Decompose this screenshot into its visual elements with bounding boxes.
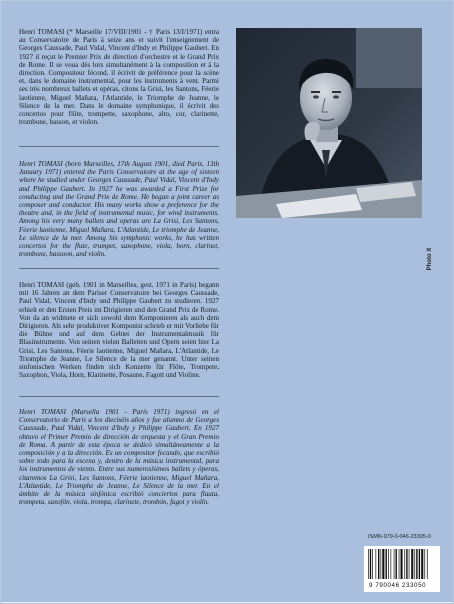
biography-german: Henri TOMASI (geb. 1901 in Marseilles, gest. 1971 in Paris) begann mit 16 Jahren an dem Pariser Conservatoire bei Georges Caussade, Paul Vidal, Vincent d'Indy und Philippe Gaubert zu studieren. 1927 erhielt er den Ersten Preis im Dirigieren und den Grand Prix de Rome. Von da an widmete er sich sowohl dem Komponieren als auch dem Dirigieren. Als sehr produktiver Komponist schrieb er mit Vorliebe für die Bühne und auf dem Gebiet der Instrumentalmusik für Blasinstrumente. Von seinen vielen Balletten und Opern seien hier La Grisi, Les Santons, Féerie laotienne, Miguel Mañara, L'Atlantide, Le Triomphe de Jeanne, Le Silence de la mer genannt. Unter seinen sinfonischen Werken finden sich Konzerte für Flöte, Trompete, Saxophon, Viola, Horn, Klarinette, Posaune, Fagott und Violine.	[19, 281, 219, 380]
barcode-bar	[376, 549, 377, 579]
barcode-bar	[414, 549, 415, 579]
biography-english: Henri TOMASI (born Marseilles, 17th August 1901, died Paris, 13th January 1971) entered the Paris Conservatoire at the age of sixteen where he studied under Georges Caussade, Paul Vidal, Vincent d'Indy and Philippe Gaubert. In 1927 he was awarded a First Prize for conducting and the Grand Prix de Rome. He began a joint career as composer and conductor. His many works show a preference for the theatre and, in the field of instrumental music, for wind instruments. Among his very many ballets and operas are La Grisi, Les Santons, Féerie laotienne, Miguel Mañara, L'Atlantide, Le triomphe de Jeanne, Le silence de la mer. Among his symphonic works, he has written concertos for the flute, trumpet, saxophone, viola, horn, clarinet, trombone, bassoon, and violin.	[19, 160, 219, 259]
barcode-bar	[372, 549, 373, 579]
barcode-bar	[419, 549, 420, 579]
barcode-bar	[396, 549, 397, 579]
photo-credit	[424, 232, 440, 292]
barcode-bar	[370, 549, 371, 579]
barcode-bar	[406, 549, 407, 579]
barcode-bar	[416, 549, 417, 579]
barcode-digits: 9 790046 233050	[369, 582, 427, 589]
barcode-bar	[427, 549, 428, 579]
biography-french: Henri TOMASI (* Marseille 17/VIII/1901 - † Paris 13/I/1971) entra au Conservatoire de Paris à seize ans et suivit l'enseignement de Georges Caussade, Paul Vidal, Vincent d'Indy et Philippe Gaubert. En 1927 il reçut le Premier Prix de direction d'orchestre et le Grand Prix de Rome. Il se voua dès lors simultanément à la composition et à la direction. Compositeur fécond, il écrivit de préférence pour la scène et, dans le domaine instrumental, pour les instruments à vent. Parmi ses très nombreux ballets et opéras, citons la Grisi, les Santons, Féerie laotienne, Miguel Mañara, l'Atlantide, le Triomphe de Jeanne, le Silence de la mer. Dans le domaine symphonique, il écrivit des concertos pour flûte, trompette, saxophone, alto, cor, clarinette, trombone, basson, et violon.	[19, 28, 219, 127]
ismn-number: ISMN-979-0-046-23305-0	[368, 534, 431, 540]
barcode-bar	[401, 549, 403, 579]
separator-line	[19, 396, 219, 397]
barcode-bar	[404, 549, 405, 579]
barcode-bar	[382, 549, 384, 579]
barcode-bar	[388, 549, 389, 579]
photo-credit-text: Photo X	[427, 247, 433, 271]
barcode-bar	[394, 549, 395, 579]
separator-line	[19, 146, 219, 147]
barcode-bar	[424, 549, 425, 579]
barcode-bar	[386, 549, 387, 579]
barcode-bar	[391, 549, 392, 579]
separator-line	[19, 268, 219, 269]
barcode-bars	[364, 546, 440, 582]
barcode-bar	[411, 549, 413, 579]
barcode-bar	[381, 549, 382, 579]
barcode-bar	[409, 549, 410, 579]
portrait-illustration	[236, 28, 422, 218]
biography-spanish: Henri TOMASI (Marsella 1901 - París 1971) ingresó en el Conservatorio de París a los dieciséis años y fue alumno de Georges Caussade, Paul Vidal, Vincent d'Indy y Philippe Gaubert. En 1927 obtuvo el Primer Premio de dirección de orquesta y el Gran Premio de Roma. A partir de esta época se dedicó simultáneamente a la composición y a la dirección. Es un compositor fecundo, que escribió sobre todo para la escena y, dentro de la música instrumental, para los instrumentos de viento. Entre sus numerosísimos ballets y óperas, citaremos La Grisi, Les Santons, Féerie laotienne, Miguel Mañara, L'Atlantide, Le Triomphe de Jeanne, Le Silence de la mer. En el ámbito de la música sinfónica escribió conciertos para flauta, trompeta, saxofón, viola, trompa, clarinete, trombón, fagot y violín.	[19, 408, 219, 507]
barcode-bar	[368, 549, 369, 579]
barcode-bar	[421, 549, 423, 579]
composer-portrait-photo	[236, 28, 422, 218]
barcode-bar	[378, 549, 379, 579]
barcode-bar	[399, 549, 400, 579]
